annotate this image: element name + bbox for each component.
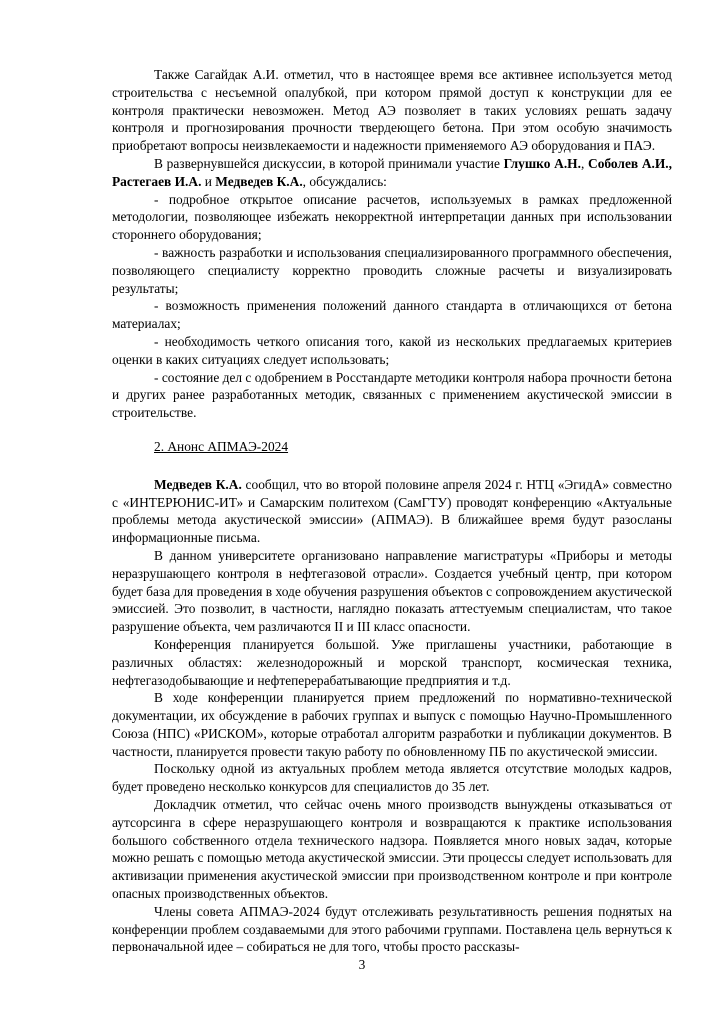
- discussion-paragraph: [112, 155, 672, 191]
- bullet-item: - возможность применения положений данного стандарта в отличающихся от бетона материалах;: [112, 298, 672, 332]
- separator: и: [201, 173, 216, 189]
- bullet-item: - подробное открытое описание расчетов, используемых в рамках предложенной методологии, позволяющее избежать некорректной интерпретации данных при использовании стороннего оборудования;: [112, 191, 672, 243]
- paragraph: Докладчик отметил, что сейчас очень много производств вынуждены отказываться от аутсорсинга в сфере неразрушающего контроля и возвращаются к практике использования большого собственного отдела технического надзора. Появляется много новых задач, которые можно решать с помощью метода акустической эмиссии. Эти процессы следует использовать для активизации применения акустической эмиссии при производственном контроле и при контроле опасных производственных объектов.: [112, 797, 672, 902]
- body-text: [112, 66, 672, 956]
- discussion-intro: В развернувшейся дискуссии, в которой принимали участие: [154, 155, 504, 171]
- participant-name: Соболев А.И., Растегаев И.А.: [112, 155, 672, 189]
- paragraph: Члены совета АПМАЭ-2024 будут отслеживать результативность решения поднятых на конференции проблем создаваемыми для этого рабочими группами. Поставлена цель вернуться к первоначальной идее – собираться не для того, чтобы просто рассказы-: [112, 903, 672, 955]
- bullet-item: - состояние дел с одобрением в Росстандарте методики контроля набора прочности бетона и других ранее разработанных методик, связанных с применением акустической эмиссии в строительстве.: [112, 369, 672, 421]
- section-heading: 2. Анонс АПМАЭ-2024: [154, 438, 289, 454]
- participant-name: Медведев К.А.: [215, 173, 303, 189]
- bullet-item: - необходимость четкого описания того, какой из нескольких предлагаемых критериев оценки в каких ситуациях следует использовать;: [112, 333, 672, 367]
- speaker-name: Медведев К.А.: [154, 476, 242, 492]
- paragraph: В ходе конференции планируется прием предложений по нормативно-технической документации, их обсуждение в рабочих группах и выпуск с помощью Научно-Промышленного Союза (НПС) «РИСКОМ», которые отработал алгоритм разработки и публикации документов. В частности, планируется провести такую работу по обновленному ПБ по акустической эмиссии.: [112, 690, 672, 759]
- separator: ,: [580, 155, 589, 171]
- bullet-item: - важность разработки и использования специализированного программного обеспечения, позволяющего специалисту корректно проводить сложные расчеты и визуализировать результаты;: [112, 244, 672, 296]
- paragraph: В данном университете организовано направление магистратуры «Приборы и методы неразрушающего контроля в нефтегазовой отрасли». Создается учебный центр, при котором будет база для проведения в ходе обучения разрушения объектов с сопровождением акустической эмиссией. Это позволит, в частности, наглядно показать аттестуемым специалистам, что такое разрушение объекта, чем различаются II и III класс опасности.: [112, 547, 672, 635]
- announcement-text: сообщил, что во второй половине апреля 2024 г. НТЦ «ЭгидА» совместно с «ИНТЕРЮНИС-ИТ» и Самарским политехом (СамГТУ) проводят конференцию «Актуальные проблемы метода акустической эмиссии» (АПМАЭ). В ближайшее время будут разосланы информационные письма.: [112, 476, 672, 546]
- paragraph: Поскольку одной из актуальных проблем метода является отсутствие молодых кадров, будет проведено несколько конкурсов для специалистов до 35 лет.: [112, 761, 672, 795]
- participant-name: Глушко А.Н.: [503, 155, 581, 171]
- discussion-tail: , обсуждались:: [302, 173, 387, 189]
- announcement-paragraph: [112, 476, 672, 547]
- page-number: 3: [358, 957, 366, 972]
- paragraph: Также Сагайдак А.И. отметил, что в настоящее время все активнее используется метод строительства с несъемной опалубкой, при котором прямой доступ к конструкции для ее контроля практически невозможен. Метод АЭ позволяет в таких условиях решать задачу контроля и прогнозирования прочности твердеющего бетона. При этом особую значимость приобретают вопросы неизвлекаемости и надежности применяемого АЭ оборудования и ПАЭ.: [112, 67, 672, 154]
- paragraph: Конференция планируется большой. Уже приглашены участники, работающие в различных областях: железнодорожный и морской транспорт, космическая техника, нефтегазодобывающие и нефтеперерабатывающие предприятия и т.д.: [112, 636, 672, 688]
